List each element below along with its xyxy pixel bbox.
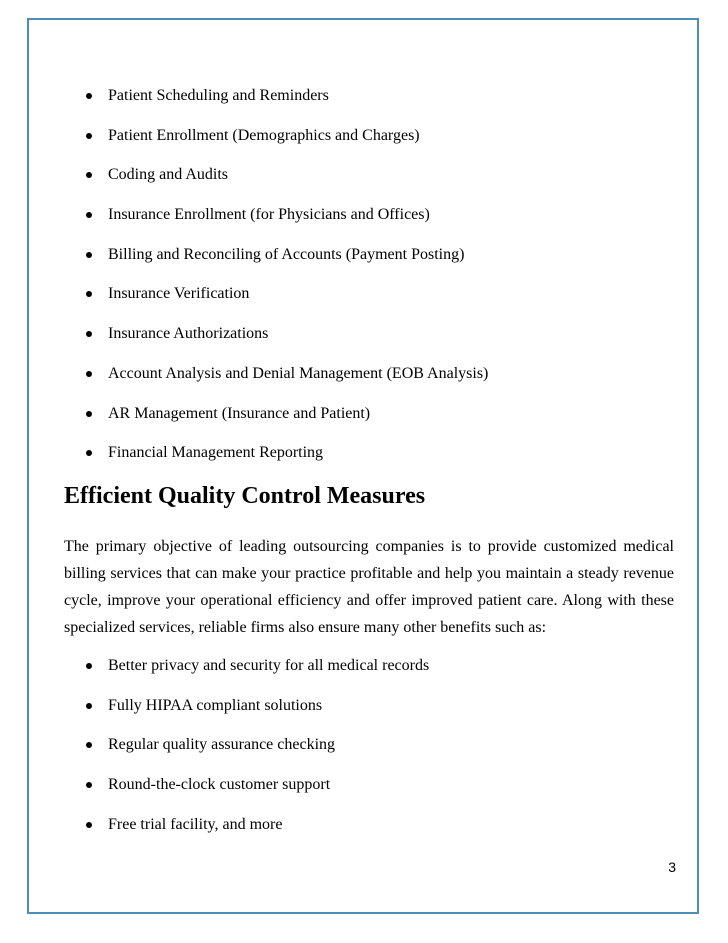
list-item-label: Insurance Enrollment (for Physicians and Offices) — [108, 206, 430, 224]
list-item — [82, 126, 488, 166]
list-item — [82, 696, 429, 736]
services-bullet-list — [82, 86, 488, 483]
list-item-label: Insurance Authorizations — [108, 325, 269, 343]
list-item-label: AR Management (Insurance and Patient) — [108, 404, 371, 422]
list-item-label: Patient Scheduling and Reminders — [108, 87, 329, 104]
list-item-label: Round-the-clock customer support — [108, 776, 331, 794]
bullet-icon — [86, 742, 92, 748]
bullet-icon — [86, 371, 92, 377]
list-item — [82, 443, 488, 483]
list-item — [82, 165, 488, 205]
list-item-label: Financial Management Reporting — [108, 444, 324, 462]
list-item — [82, 735, 429, 775]
body-paragraph: The primary objective of leading outsourcing companies is to provide customized medical billing services that can make your practice profitable and help you maintain a steady revenue cycle, improve your operational efficiency and offer improved patient care. Along with these specialized services, reliable firms also ensure many other benefits such as: — [64, 538, 674, 636]
list-item — [82, 284, 488, 324]
list-item-label: Fully HIPAA compliant solutions — [108, 696, 323, 714]
bullet-icon — [86, 133, 92, 139]
list-item — [82, 656, 429, 696]
bullet-icon — [86, 663, 92, 669]
page-number: 3 — [668, 859, 676, 875]
bullet-icon — [86, 291, 92, 297]
list-item-label: Regular quality assurance checking — [108, 736, 336, 754]
bullet-icon — [86, 703, 92, 709]
section-heading: Efficient Quality Control Measures — [64, 483, 426, 509]
bullet-icon — [86, 212, 92, 218]
list-item — [82, 324, 488, 364]
list-item-label: Better privacy and security for all medical records — [108, 657, 430, 674]
list-item-label: Insurance Verification — [108, 285, 250, 303]
list-item — [82, 404, 488, 444]
list-item-label: Free trial facility, and more — [108, 815, 283, 833]
bullet-icon — [86, 411, 92, 417]
benefits-bullet-list — [82, 656, 429, 854]
bullet-icon — [86, 331, 92, 337]
list-item — [82, 205, 488, 245]
list-item — [82, 245, 488, 285]
bullet-icon — [86, 822, 92, 828]
list-item-label: Billing and Reconciling of Accounts (Payment Posting) — [108, 245, 465, 263]
bullet-icon — [86, 450, 92, 456]
bullet-icon — [86, 172, 92, 178]
list-item — [82, 775, 429, 815]
list-item-label: Account Analysis and Denial Management (EOB Analysis) — [108, 364, 489, 382]
list-item — [82, 815, 429, 855]
bullet-icon — [86, 93, 92, 99]
bullet-icon — [86, 252, 92, 258]
bullet-icon — [86, 782, 92, 788]
list-item-label: Patient Enrollment (Demographics and Charges) — [108, 126, 420, 144]
list-item — [82, 364, 488, 404]
list-item — [82, 86, 488, 126]
list-item-label: Coding and Audits — [108, 166, 229, 184]
